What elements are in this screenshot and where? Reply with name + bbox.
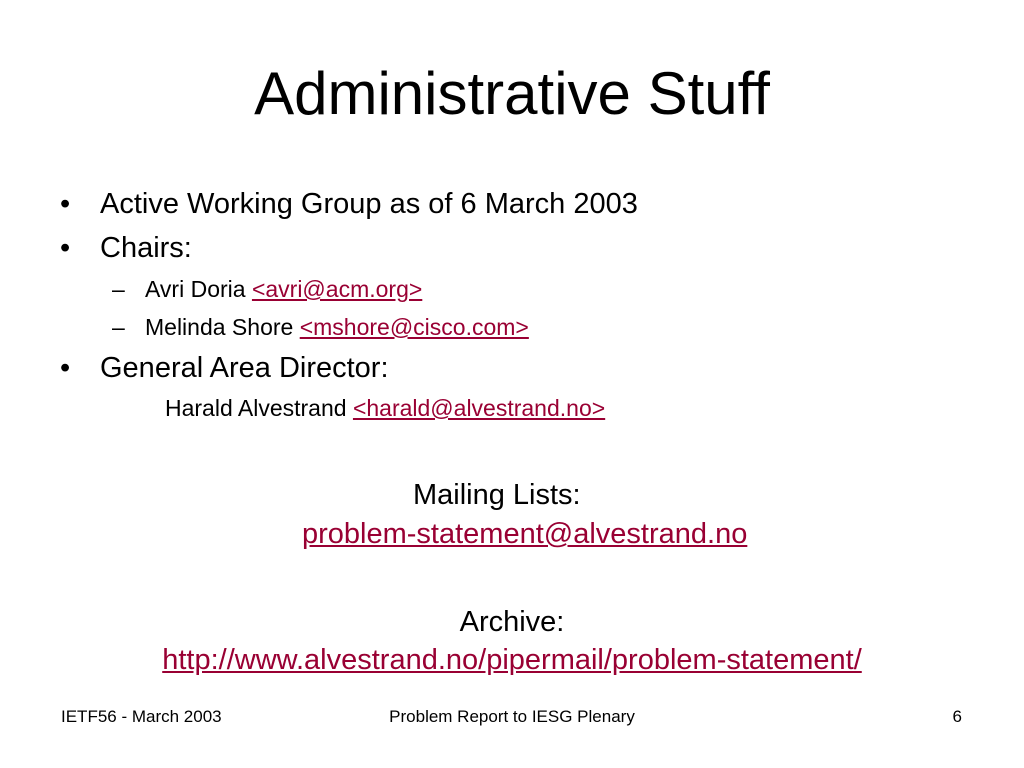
bullet-marker: • <box>60 232 71 264</box>
area-director-email-link[interactable]: <harald@alvestrand.no> <box>352 395 606 421</box>
footer-page-number: 6 <box>952 707 962 726</box>
bullet-marker: • <box>60 352 71 384</box>
area-director-line <box>165 394 605 422</box>
mailing-lists-label: Mailing Lists: <box>413 479 581 511</box>
sub-bullet-chair2 <box>112 313 529 341</box>
archive-url-link[interactable]: http://www.alvestrand.no/pipermail/problem-statement/ <box>162 644 862 676</box>
mailing-list-link[interactable]: problem-statement@alvestrand.no <box>302 518 748 550</box>
mailing-list-line <box>302 516 747 552</box>
footer-title: Problem Report to IESG Plenary <box>389 707 635 726</box>
sub-bullet-chair1 <box>112 275 422 303</box>
footer-event: IETF56 - March 2003 <box>61 707 222 726</box>
chair2-name: Melinda Shore <box>145 314 300 340</box>
area-director-name: Harald Alvestrand <box>165 395 353 421</box>
dash-marker: – <box>112 314 125 340</box>
chair1-name: Avri Doria <box>145 276 252 302</box>
bullet-area-director <box>60 350 389 386</box>
chair2-email-link[interactable]: <mshore@cisco.com> <box>299 314 529 340</box>
bullet-marker: • <box>60 188 71 220</box>
chair1-email-link[interactable]: <avri@acm.org> <box>251 276 423 302</box>
archive-line <box>0 642 1024 678</box>
slide-title: Administrative Stuff <box>254 60 770 127</box>
bullet-status <box>60 186 638 222</box>
bullet-text-chairs: Chairs: <box>100 232 192 264</box>
dash-marker: – <box>112 276 125 302</box>
archive-label: Archive: <box>459 606 565 638</box>
bullet-text-status: Active Working Group as of 6 March 2003 <box>100 188 638 220</box>
bullet-text-area-director: General Area Director: <box>100 352 389 384</box>
bullet-chairs <box>60 230 192 266</box>
